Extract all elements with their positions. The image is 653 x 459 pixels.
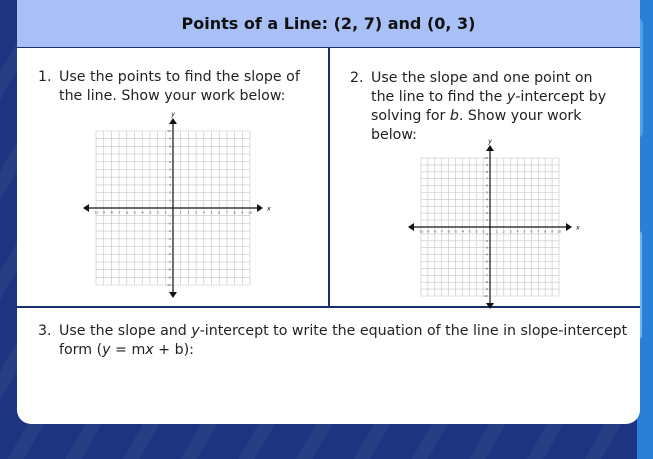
y-tick-label: -10 [483,294,488,298]
x-tick-label: -5 [454,229,457,234]
y-tick-label: -4 [485,252,488,257]
question-3 [38,322,638,360]
coordinate-plane-1 [81,110,271,306]
y-tick-label: 9 [169,136,171,141]
question-3-text-part: Use the slope and [59,323,192,339]
y-tick-label: 6 [169,159,171,164]
x-axis-arrow-right [566,223,572,231]
y-tick-label: 4 [486,197,488,202]
x-tick-label: -8 [109,210,113,215]
x-tick-label: 1 [495,229,498,234]
x-axis-arrow-right [257,204,263,212]
x-tick-label: -4 [460,229,464,234]
x-tick-label: 2 [187,210,190,215]
y-axis-arrow-up [486,145,494,151]
x-tick-label: -3 [467,229,471,234]
x-tick-label: -5 [133,210,136,215]
y-tick-label: -6 [168,252,171,257]
y-axis-label: y [488,137,492,145]
y-tick-label: 3 [169,182,171,187]
coordinate-plane-2 [408,137,580,305]
y-tick-label: -6 [485,266,488,271]
worksheet-card [17,0,640,424]
question-3-text-part: = m [110,342,146,358]
question-1-text: Use the points to find the slope of the line. Show your work below: [59,69,300,104]
question-3-text-italic: y [102,342,111,358]
y-tick-label: 8 [486,169,488,174]
x-tick-label: -2 [474,229,478,234]
x-tick-label: 6 [218,210,221,215]
x-tick-label: -1 [481,229,485,234]
x-tick-label: -10 [93,210,99,215]
y-tick-label: -7 [485,273,488,278]
worksheet-header [17,0,640,48]
y-tick-label: -9 [485,287,488,292]
x-tick-label: 7 [225,210,228,215]
y-tick-label: 2 [486,211,488,216]
x-tick-label: -7 [440,229,444,234]
question-3-text-italic: y [191,323,200,339]
y-tick-label: -10 [166,283,171,287]
y-tick-label: -2 [168,221,171,226]
x-tick-label: 5 [210,210,213,215]
y-tick-label: 7 [169,152,171,157]
y-tick-label: 3 [486,204,488,209]
question-1 [38,68,310,106]
y-tick-label: 5 [486,190,488,195]
x-tick-label: -6 [125,210,129,215]
x-tick-label: 6 [530,229,533,234]
y-tick-label: 10 [167,129,171,133]
vertical-divider [328,48,330,307]
x-tick-label: 10 [557,229,561,234]
x-tick-label: 3 [509,229,512,234]
x-tick-label: 9 [241,210,244,215]
y-tick-label: -5 [485,259,488,264]
x-tick-label: 2 [502,229,505,234]
question-2-text [371,69,610,145]
y-tick-label: -1 [168,213,171,218]
y-tick-label: -8 [168,267,171,272]
coordinate-grid-2[interactable] [408,137,580,305]
x-axis-arrow-left [83,204,89,212]
x-tick-label: -3 [148,210,152,215]
y-tick-label: -3 [485,245,488,250]
y-tick-label: -3 [168,229,171,234]
x-tick-label: -7 [117,210,121,215]
y-tick-label: 10 [484,156,488,160]
x-tick-label: -10 [418,229,424,234]
y-tick-label: 1 [169,198,171,203]
horizontal-divider [17,306,640,308]
y-axis-arrow-down [169,292,177,298]
x-tick-label: 8 [544,229,547,234]
y-tick-label: -9 [168,275,171,280]
y-tick-label: 4 [169,175,171,180]
y-tick-label: -4 [168,236,171,241]
y-tick-label: -8 [485,280,488,285]
x-tick-label: -8 [433,229,437,234]
question-3-text [59,322,638,360]
x-tick-label: -9 [426,229,430,234]
question-3-text-part: + b): [153,342,194,358]
y-tick-label: -1 [485,231,488,236]
y-tick-label: -2 [485,238,488,243]
question-3-text-part: -intercept to write the equation of the line in slope-intercept form ( [59,323,628,358]
x-tick-label: 4 [202,210,205,215]
page-title: Points of a Line: (2, 7) and (0, 3) [181,14,476,33]
question-2-text-part: . Show your work below: [371,108,582,143]
y-tick-label: 5 [169,167,171,172]
question-2-number: 2. [350,70,364,86]
x-tick-label: 10 [248,210,252,215]
y-tick-label: 8 [169,144,171,149]
question-2-text-part: Use the slope and one point on the line to find the [371,70,593,105]
coordinate-grid-1[interactable] [81,110,271,306]
question-3-number: 3. [38,323,52,339]
y-tick-label: 2 [169,190,171,195]
y-tick-label: 9 [486,162,488,167]
question-2-text-italic: b [449,108,459,124]
x-axis-label: x [576,223,580,232]
x-axis-label: x [267,204,271,213]
x-tick-label: -4 [140,210,144,215]
question-2 [350,69,610,145]
x-tick-label: -9 [102,210,106,215]
y-axis-label: y [171,110,175,118]
x-tick-label: 1 [179,210,182,215]
x-tick-label: -1 [163,210,167,215]
x-tick-label: 8 [233,210,236,215]
y-tick-label: 7 [486,176,488,181]
question-1-number: 1. [38,69,52,85]
question-2-text-italic: y [506,89,516,105]
x-tick-label: 9 [551,229,554,234]
y-tick-label: -7 [168,259,171,264]
y-axis-arrow-up [169,118,177,124]
x-tick-label: 7 [537,229,540,234]
x-tick-label: -6 [447,229,451,234]
question-2-text-part: -intercept by solving for [371,89,607,124]
question-3-text-italic: x [145,342,154,358]
x-tick-label: 4 [516,229,519,234]
x-tick-label: 3 [195,210,198,215]
y-tick-label: 6 [486,183,488,188]
y-tick-label: -5 [168,244,171,249]
x-tick-label: -2 [156,210,160,215]
x-tick-label: 5 [523,229,526,234]
y-tick-label: 1 [486,218,488,223]
x-axis-arrow-left [408,223,414,231]
